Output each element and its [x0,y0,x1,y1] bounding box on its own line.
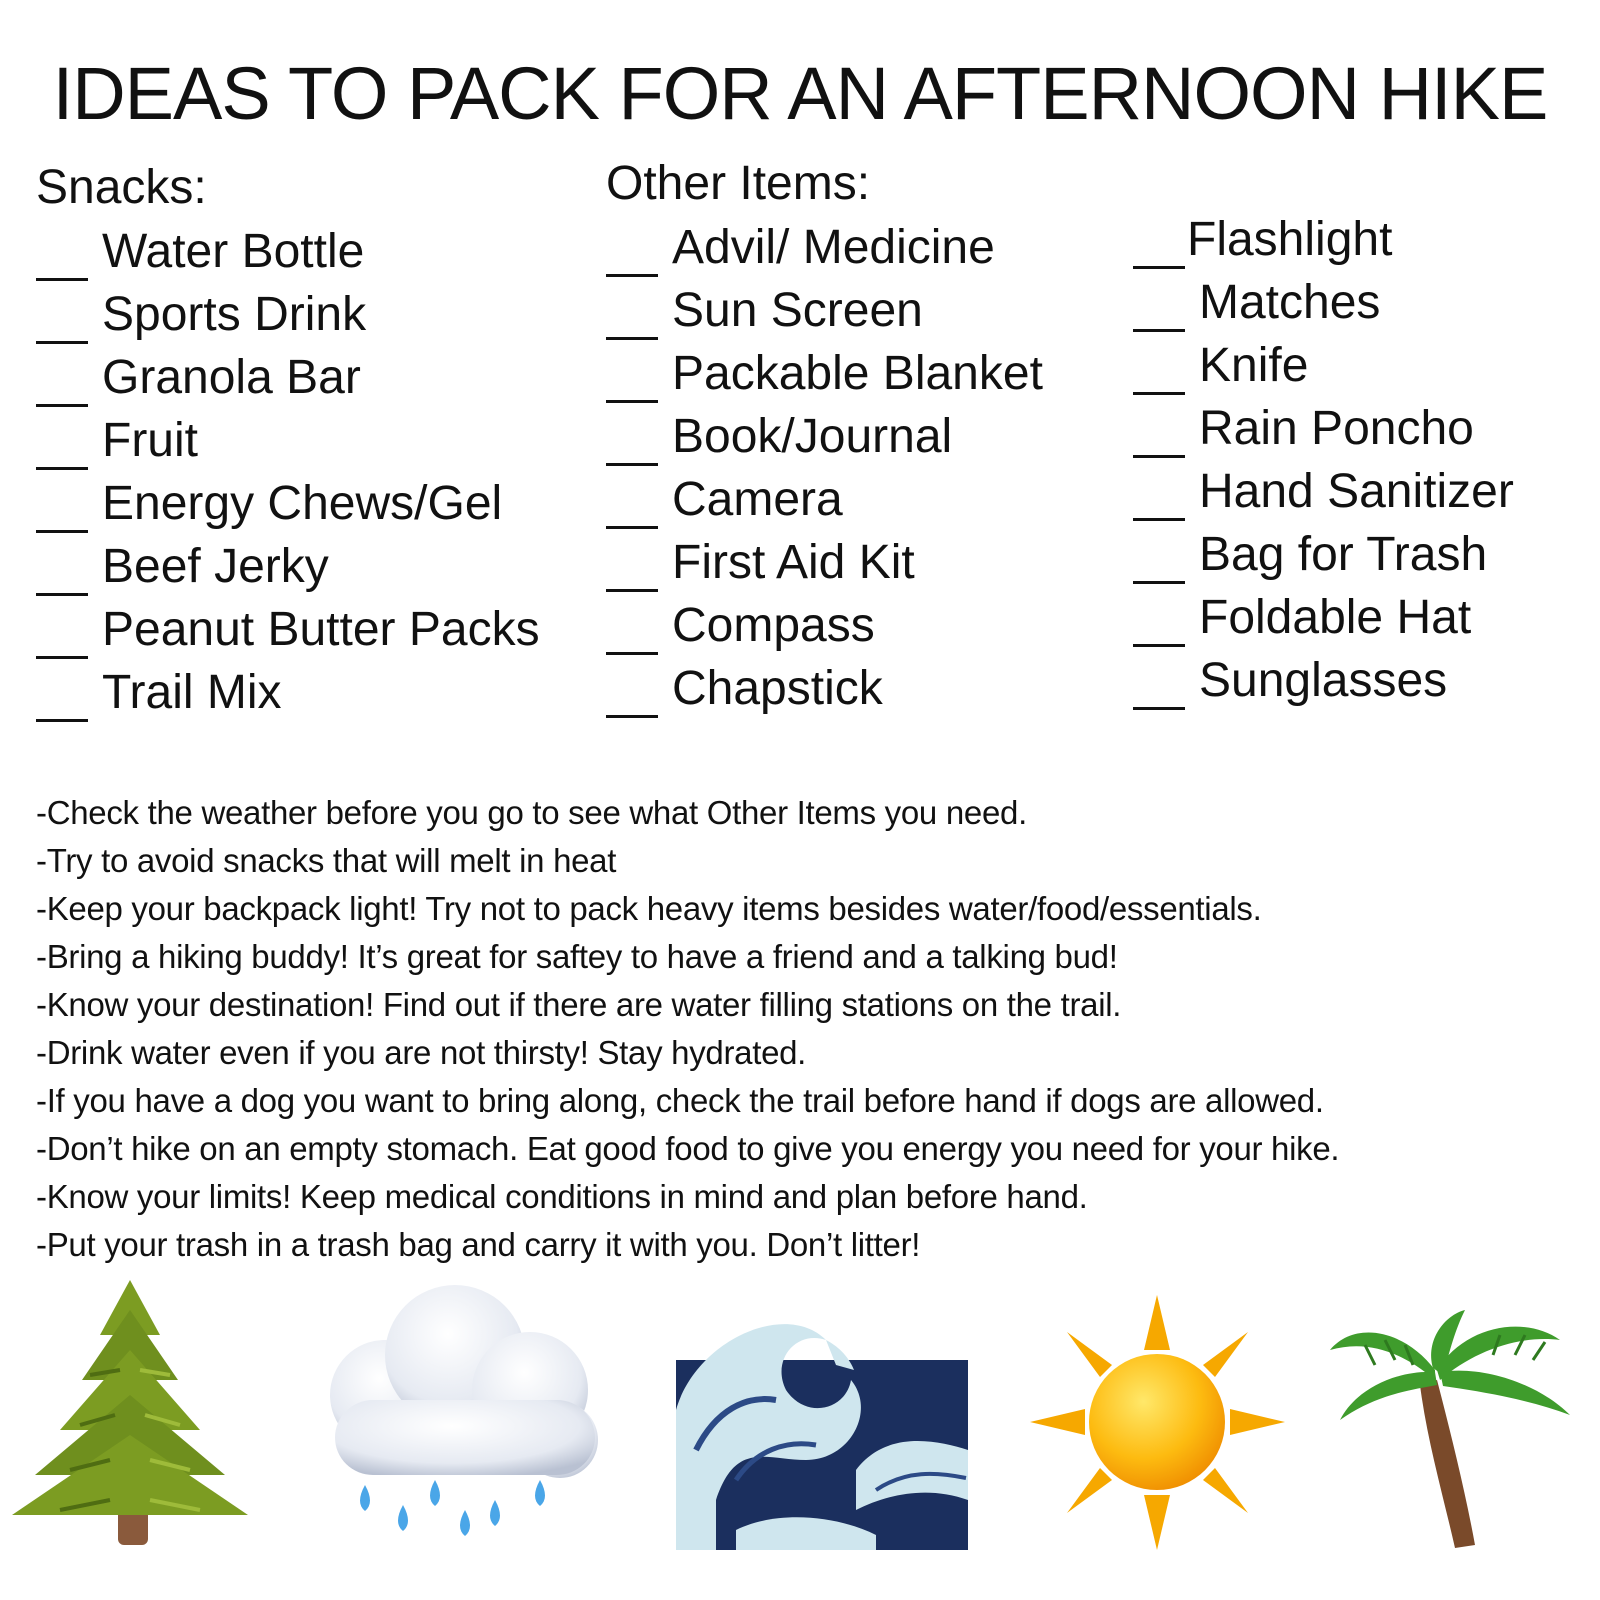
checkbox-blank[interactable] [606,463,658,466]
item-label: Advil/ Medicine [672,221,995,274]
checklist-item [36,602,540,659]
checklist-item [1133,464,1514,521]
tip-item: -Know your destination! Find out if there are water filling stations on the trail. [36,986,1122,1023]
checklist-item [606,346,1043,403]
checkbox-blank[interactable] [36,719,88,722]
checklist-item [606,409,952,466]
checklist-item [606,283,923,340]
checklist-item [1133,653,1447,710]
item-label: Bag for Trash [1199,528,1488,581]
tip-item: -Don’t hike on an empty stomach. Eat good food to give you energy you need for your hike. [36,1130,1340,1167]
item-label: Camera [672,473,843,526]
item-label: First Aid Kit [672,536,915,589]
checkbox-blank[interactable] [606,589,658,592]
item-label: Knife [1199,339,1309,392]
checkbox-blank[interactable] [1133,392,1185,395]
checkbox-blank[interactable] [1133,518,1185,521]
checklist-item [36,413,198,470]
checklist-item [1133,338,1308,395]
item-label: Compass [672,599,875,652]
checkbox-blank[interactable] [1133,644,1185,647]
item-label: Sunglasses [1199,654,1448,707]
checklist-item [606,598,875,655]
item-label: Fruit [102,414,198,467]
evergreen-tree-icon [10,1275,250,1550]
tip-item: -Check the weather before you go to see what Other Items you need. [36,794,1027,831]
checkbox-blank[interactable] [1133,266,1185,269]
checkbox-blank[interactable] [36,593,88,596]
checklist-item [36,476,502,533]
item-label: Flashlight [1187,213,1393,266]
checklist-item [36,539,329,596]
item-label: Rain Poncho [1199,402,1474,455]
ocean-wave-icon [676,1300,968,1550]
tip-item: -Keep your backpack light! Try not to pack heavy items besides water/food/essentials. [36,890,1262,927]
checkbox-blank[interactable] [36,341,88,344]
item-label: Energy Chews/Gel [102,477,503,530]
checkbox-blank[interactable] [36,404,88,407]
tip-item: -If you have a dog you want to bring along, check the trail before hand if dogs are allowed. [36,1082,1324,1119]
checklist-item [36,224,364,281]
item-label: Packable Blanket [672,347,1043,400]
checklist-item [1133,212,1392,269]
item-label: Matches [1199,276,1381,329]
checkbox-blank[interactable] [606,274,658,277]
item-label: Sports Drink [102,288,367,341]
checkbox-blank[interactable] [606,526,658,529]
item-label: Chapstick [672,662,883,715]
item-label: Trail Mix [102,666,282,719]
tip-item: -Drink water even if you are not thirsty! Stay hydrated. [36,1034,807,1071]
checkbox-blank[interactable] [36,278,88,281]
snacks-heading: Snacks: [36,161,207,214]
item-label: Foldable Hat [1199,591,1472,644]
checkbox-blank[interactable] [606,337,658,340]
item-label: Hand Sanitizer [1199,465,1514,518]
checklist-item [606,220,995,277]
tip-item: -Try to avoid snacks that will melt in heat [36,842,617,879]
tip-item: -Bring a hiking buddy! It’s great for saftey to have a friend and a talking bud! [36,938,1118,975]
checkbox-blank[interactable] [36,467,88,470]
item-label: Sun Screen [672,284,923,337]
checkbox-blank[interactable] [606,652,658,655]
checklist-item [36,287,366,344]
item-label: Water Bottle [102,225,365,278]
checklist-item [606,472,843,529]
rain-cloud-icon [315,1280,600,1550]
item-label: Beef Jerky [102,540,329,593]
tips-list [36,789,1339,1269]
checklist-item [36,350,361,407]
checklist-item [1133,590,1471,647]
item-label: Peanut Butter Packs [102,603,540,656]
checklist-item [36,665,282,722]
checkbox-blank[interactable] [36,656,88,659]
checklist-item [606,535,915,592]
checklist-item [606,661,883,718]
page-title: IDEAS TO PACK FOR AN AFTERNOON HIKE [52,52,1548,135]
palm-tree-icon [1325,1310,1580,1550]
checkbox-blank[interactable] [1133,455,1185,458]
checkbox-blank[interactable] [36,530,88,533]
checklist-item [1133,527,1487,584]
checkbox-blank[interactable] [606,715,658,718]
checklist-item [1133,401,1474,458]
item-label: Granola Bar [102,351,361,404]
other-items-heading: Other Items: [606,157,871,210]
sun-icon [1030,1295,1285,1550]
checklist-item [1133,275,1380,332]
checkbox-blank[interactable] [1133,329,1185,332]
checkbox-blank[interactable] [1133,707,1185,710]
tip-item: -Know your limits! Keep medical conditions in mind and plan before hand. [36,1178,1088,1215]
tip-item: -Put your trash in a trash bag and carry it with you. Don’t litter! [36,1226,921,1263]
item-label: Book/Journal [672,410,953,463]
checkbox-blank[interactable] [1133,581,1185,584]
checkbox-blank[interactable] [606,400,658,403]
